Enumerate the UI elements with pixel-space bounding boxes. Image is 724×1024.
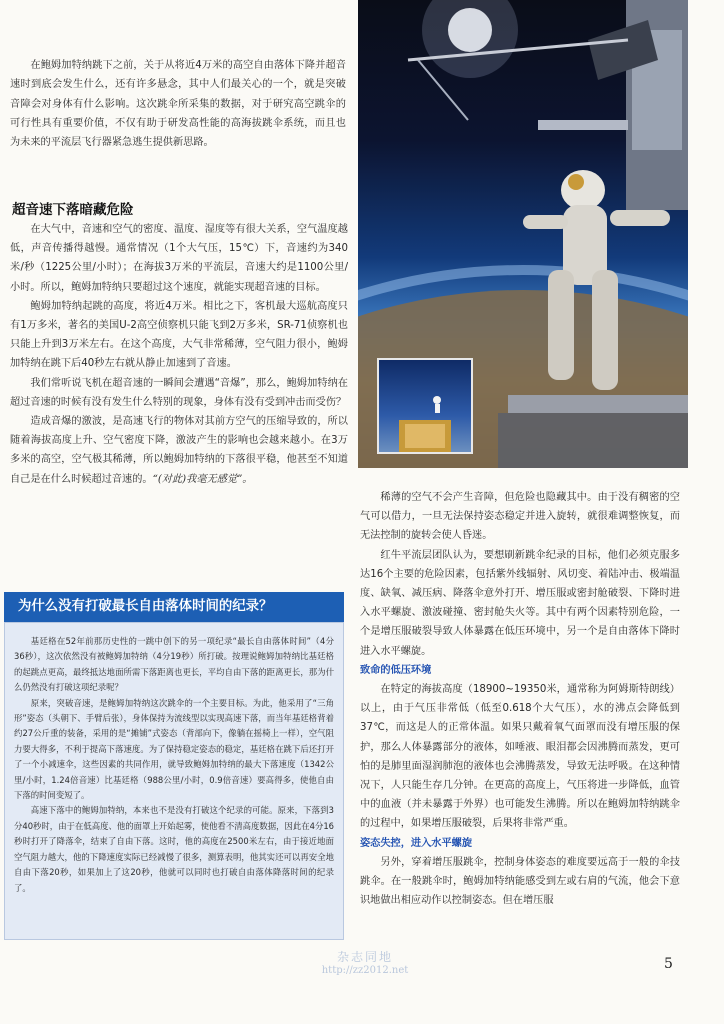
subhead-spin: 姿态失控，进入水平螺旋 — [360, 837, 473, 849]
intro-block — [10, 56, 346, 152]
watermark-url: http://zz2012.net — [321, 965, 409, 976]
sidebar-paragraph-3: 高速下落中的鲍姆加特纳，本来也不是没有打破这个纪录的可能。原来，下落到3分40秒时，由于在低高度、他的面罩上开始起雾，使他看不清高度数据，因此在4分16秒时打开了降落伞，结束了自由下落。这时，他的高度在2500米左右，由于接近地面空气阻力越大，他的下降速度实际已经减慢了很多，测算表明，他其实还可以再安全地自由下落20秒，如果加上了这20秒，他就可以同时也打破自由落体降落时间的纪录了。 — [14, 805, 334, 893]
sidebar-paragraph-2: 原来，突破音速，是鲍姆加特纳这次跳伞的一个主要目标。为此，他采用了“三角形”姿态（头朝下、手臂后张），身体保持为流线型以实现高速下落，而当年基廷格背着约27公斤重的装备，采用的是“摊铺”式姿态（背部向下，像躺在摇椅上一样），空气阻力要大得多，不利于提高下落速度。为了保持稳定姿态的稳定，基廷格在跳下后还打开了一个小减速伞，这些因素的共同作用，就导致鲍姆加特纳的最大下落速度（1342公里/小时，1.24倍音速）比基廷格（988公里/小时，0.9倍音速）要高得多，使他自由下落的时间变短了。 — [14, 697, 334, 801]
right-paragraph-4: 另外，穿着增压服跳伞，控制身体姿态的难度要远高于一般的伞技跳伞。在一般跳伞时，鲍姆加特纳能感受到左或右肩的气流，他会下意识地做出相应动作以控制姿态。但在增压服 — [360, 856, 680, 907]
section1-paragraph-4 — [10, 412, 348, 489]
sidebar-title: 为什么没有打破最长自由落体时间的纪录？ — [4, 592, 344, 622]
intro-paragraph: 在鲍姆加特纳跳下之前，关于从将近4万米的高空自由落体下降并超音速时到底会发生什么，还有许多悬念，其中人们最关心的一个，就是突破音障会对身体有什么影响。这次跳伞所采集的数据，对于研究高空跳伞的可行性具有重要价值，不仅有助于研发高性能的高海拔跳伞系统，而且也为未来的平流层飞行器紧急逃生提供新思路。 — [10, 60, 346, 149]
section1-quote: “(对此)我毫无感觉”。 — [152, 473, 253, 485]
section1-paragraph-2: 鲍姆加特纳起跳的高度，将近4万米。相比之下，客机最大巡航高度只有1万多米，著名的美国U-2高空侦察机只能飞到2万多米，SR-71侦察机也只能上升到3万米左右。在这个高度，大气非常稀薄，空气阻力很小，鲍姆加特纳在跳下后40秒左右就从静止加速到了音速。 — [10, 300, 348, 370]
section1-paragraph-1: 在大气中，音速和空气的密度、温度、湿度等有很大关系，空气温度越低，声音传播得越慢。通常情况（1个大气压，15℃）下，音速约为340米/秒（1225公里/小时）；在海拔3万米的平流层，音速大约是1100公里/小时。所以，鲍姆加特纳只要超过这个速度，就能实现超音速的目标。 — [10, 224, 348, 293]
sidebar-text — [14, 634, 334, 896]
section1-body — [10, 220, 348, 489]
section1-paragraph-4-text: 造成音爆的激波，是高速飞行的物体对其前方空气的压缩导致的，所以随着海拔高度上升、空气密度下降，激波产生的影响也会越来越小。在3万多米的高空，空气极其稀薄，所以鲍姆加特纳的下落很平稳，他甚至不知道自己是在什么时候超过音速的。 — [10, 416, 348, 485]
watermark — [300, 950, 430, 978]
right-paragraph-1: 稀薄的空气不会产生音障，但危险也隐藏其中。由于没有稠密的空气可以借力，一旦无法保持姿态稳定并进入旋转，就很难调整恢复，而无法控制的旋转会使人昏迷。 — [360, 492, 680, 542]
inset-photo — [377, 358, 473, 454]
section1-paragraph-3: 我们常听说飞机在超音速的一瞬间会遭遇“音爆”，那么，鲍姆加特纳在超过音速的时候有没有发生什么特别的现象，身体有没有受到冲击而受伤？ — [10, 377, 348, 408]
section-heading-supersonic: 超音速下落暗藏危险 — [12, 202, 134, 218]
right-paragraph-2: 红牛平流层团队认为，要想刷新跳伞纪录的目标，他们必须克服多达16个主要的危险因素，包括紫外线辐射、风切变、着陆冲击、极端温度、缺氧、减压病、降落伞意外打开、增压服或密封舱破裂、下降时进入水平螺旋、激波碰撞、密封舱失火等。其中有两个因素特别危险，一个是增压服破裂导致人体暴露在低压环境中，另一个是自由落体下降时进入水平螺旋。 — [360, 549, 680, 657]
watermark-name: 杂志同地 — [336, 950, 393, 964]
sidebar-paragraph-1: 基廷格在52年前那历史性的一跳中创下的另一项纪录“最长自由落体时间”（4分36秒），这次依然没有被鲍姆加特纳（4分19秒）所打破。按理说鲍姆加特纳比基廷格的起跳点更高，最终抵达地面所需下落距离也更长，平均自由下落的距离更长，那为什么仍然没有打破这项纪录呢？ — [14, 636, 334, 693]
subhead-low-pressure: 致命的低压环境 — [360, 664, 432, 676]
right-paragraph-3: 在特定的海拔高度（18900~19350米，通常称为阿姆斯特朗线）以上，由于气压非常低（低至0.618个大气压），水的沸点会降低到37℃，而这是人的正常体温。如果只戴着氧气面罩而没有增压服的保护，那么人体暴露部分的液体，如唾液、眼泪都会因沸腾而蒸发，更可怕的是肺里面湿润肺泡的液体也会沸腾蒸发，导致无法呼吸。在这种情况下，人只能生存几分钟。在更高的高度上，气压将进一步降低，血管中的血液（并未暴露于外界）也可能发生沸腾。所以在鲍姆加特纳跳伞的过程中，如果增压服破裂，后果将非常严重。 — [360, 684, 680, 830]
right-column — [360, 488, 680, 910]
inset-photo-illustration — [379, 360, 471, 452]
page-number: 5 — [664, 956, 673, 972]
